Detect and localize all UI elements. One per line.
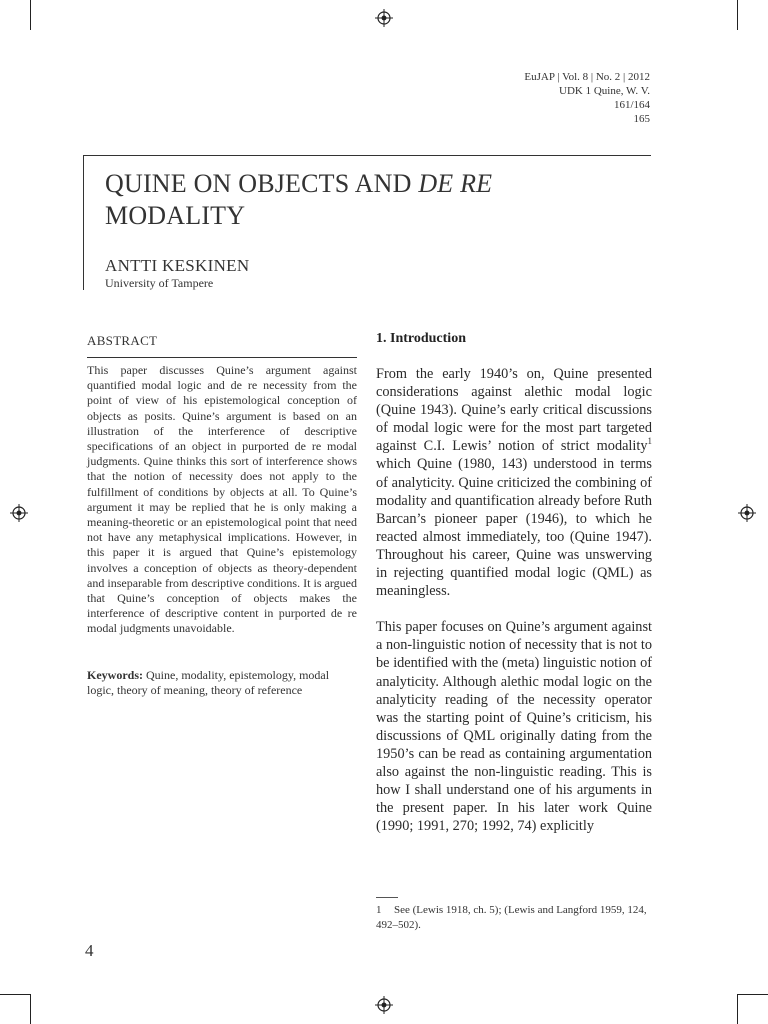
article-title xyxy=(105,168,645,232)
introduction-paragraph-1: From the early 1940’s on, Quine presented considerations against alethic modal logic (Quine 1943). Quine’s early critical discussions of modal logic were for the most part targeted against C.I. Lewis’ notion of strict modality$^1$ which Quine (1980, 143) understood in terms of analyticity. Quine criticized the combining of modality and quantification already before Ruth Barcan’s pioneer paper (1946), to which he reacted almost immediately, too (Quine 1947). Throughout his career, Quine was unswerving in rejecting quantified modal logic (QML) as meaningless. xyxy=(376,366,652,600)
footnote-rule xyxy=(376,897,398,898)
crop-mark-tl-v xyxy=(30,0,31,30)
crop-mark-bl-h xyxy=(0,994,30,995)
footnote-text: See (Lewis 1918, ch. 5); (Lewis and Langford 1959, 124, 492–502). xyxy=(376,904,647,931)
registration-mark-top-icon xyxy=(375,9,393,27)
registration-mark-left-icon xyxy=(10,504,28,522)
page-number: 4 xyxy=(85,941,94,960)
title-frame-top xyxy=(83,155,651,156)
title-main: QUINE ON OBJECTS AND xyxy=(105,169,419,198)
title-italic: DE RE xyxy=(418,169,493,198)
journal-info xyxy=(350,70,650,126)
author-affiliation: University of Tampere xyxy=(105,276,214,290)
footnote-ref[interactable]: 1 xyxy=(647,436,652,447)
journal-pages-ref: 161/164 xyxy=(613,99,650,111)
title-line2: MODALITY xyxy=(105,201,246,230)
journal-page: 165 xyxy=(633,113,650,125)
introduction-paragraph-2: This paper focuses on Quine’s argument against a non-linguistic notion of necessity that is not to be identified with the (meta) linguistic notion of analyticity. Although alethic modal logic on the analyticity reading of the necessity operator was the starting point of Quine’s criticism, his discussions of QML originally dating from the 1950’s can be read as containing argumentation also against the non-linguistic reading. This is how I shall understand one of his arguments in the present paper. In his later work Quine (1990; 1991, 270; 1992, 74) explicitly xyxy=(376,619,652,835)
crop-mark-tr-v xyxy=(737,0,738,30)
title-frame-left xyxy=(83,155,84,290)
keywords-text: Quine, modality, epistemology, modal logic, theory of meaning, theory of reference xyxy=(87,668,330,698)
introduction-body xyxy=(376,365,652,853)
footnote xyxy=(376,903,652,933)
keywords xyxy=(87,668,357,698)
introduction-heading: 1. Introduction xyxy=(376,331,466,346)
crop-mark-br-v xyxy=(737,994,738,1024)
registration-mark-bottom-icon xyxy=(375,996,393,1014)
journal-volume: EuJAP | Vol. 8 | No. 2 | 2012 xyxy=(524,71,650,83)
footnote-number: 1 xyxy=(376,904,382,916)
author-name: ANTTI KESKINEN xyxy=(105,256,250,275)
crop-mark-br-h xyxy=(738,994,768,995)
crop-mark-bl-v xyxy=(30,994,31,1024)
abstract-rule xyxy=(87,357,357,358)
abstract-heading: ABSTRACT xyxy=(87,333,158,348)
keywords-label: Keywords: xyxy=(87,668,143,682)
journal-udk: UDK 1 Quine, W. V. xyxy=(559,85,650,97)
abstract-text: This paper discusses Quine’s argument against quantified modal logic and de re necessity from the point of view of his epistemological conception of objects as posits. Quine’s argument is based on an illustration of the interference of descriptive specifications of an object in purported de re modal judgments. Quine thinks this sort of interference shows that the notion of necessity does not apply to the fulfillment of conditions by objects at all. To Quine’s argument it may be replied that he is only making a meaning-theoretic or an epistemological point that need not have any metaphysical implications. However, in this paper it is argued that Quine’s epistemology involves a conception of objects as theory-dependent and inseparable from descriptive conditions. It is argued that Quine’s conception of objects makes the interference of descriptive content in purported de re modal judgments unavoidable. xyxy=(87,363,357,636)
registration-mark-right-icon xyxy=(738,504,756,522)
